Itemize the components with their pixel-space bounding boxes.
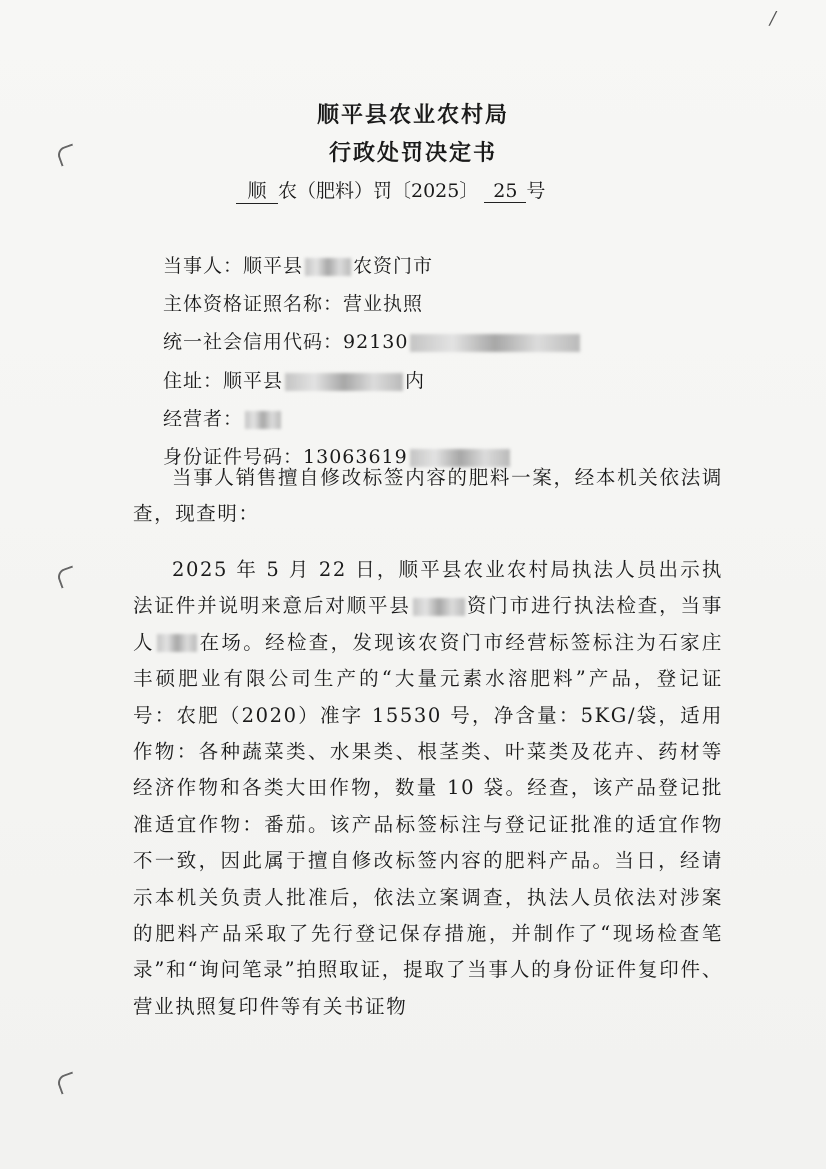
findings-text-start: 2025 年 5 月 22 日，顺平县农业农村局执法人员出示执法证件并说明来意后对顺平县	[133, 558, 723, 618]
license-label: 主体资格证照名称：	[163, 293, 344, 315]
punch-hole-mark	[55, 565, 78, 588]
id-number-label: 身份证件号码：	[163, 446, 304, 468]
paragraph-findings	[133, 552, 723, 1025]
party-value-start: 顺平县	[243, 255, 304, 277]
doc-number-value: 25	[484, 180, 526, 203]
license-value: 营业执照	[343, 293, 424, 315]
redaction-blur	[410, 334, 580, 352]
credit-code-label: 统一社会信用代码：	[163, 331, 344, 353]
redaction-blur	[245, 411, 281, 429]
operator-label: 经营者：	[163, 408, 244, 430]
redaction-blur	[413, 598, 465, 616]
credit-code-value: 92130	[343, 331, 409, 353]
redaction-blur	[305, 258, 351, 276]
findings-text-mid: 资门市进行执法检查，当事人	[133, 594, 723, 654]
paragraph-case-summary: 当事人销售擅自修改标签内容的肥料一案，经本机关依法调查，现查明：	[133, 466, 723, 526]
field-address	[163, 366, 425, 393]
findings-text-end: 在场。经检查，发现该农资门市经营标签标注为石家庄丰硕肥业有限公司生产的“大量元素水溶肥料”产品，登记证号：农肥（2020）准字 15530 号，净含量：5KG/袋，适用作物：各种蔬菜类、水果类、根茎类、叶菜类及花卉、药材等经济作物和各类大田作物，数量 10 袋。经查，该产品登记批准适宜作物：番茄。该产品标签标注与登记证批准的适宜作物不一致，因此属于擅自修改标签内容的肥料产品。当日，经请示本机关负责人批准后，依法立案调查，执法人员依法对涉案的肥料产品采取了先行登记保存措施，并制作了“现场检查笔录”和“询问笔录”拍照取证，提取了当事人的身份证件复印件、营业执照复印件等有关书证物	[133, 630, 723, 1018]
corner-pen-mark: /	[769, 8, 776, 29]
id-number-value: 13063619	[303, 446, 408, 468]
doc-number-prefix: 顺	[236, 176, 278, 204]
party-label: 当事人：	[163, 255, 244, 277]
punch-hole-mark	[55, 1071, 78, 1094]
address-value-end: 内	[405, 370, 426, 392]
party-value-end: 农资门市	[353, 255, 434, 277]
doc-title-type: 行政处罚决定书	[328, 140, 497, 166]
address-label: 住址：	[163, 370, 224, 392]
field-license	[163, 289, 423, 316]
field-operator	[163, 404, 283, 431]
redaction-blur	[157, 634, 197, 652]
redaction-blur	[285, 373, 403, 391]
field-credit-code	[163, 327, 582, 354]
doc-number-suffix: 号	[526, 180, 546, 202]
address-value-start: 顺平县	[223, 370, 284, 392]
doc-number	[236, 176, 545, 204]
field-party	[163, 251, 433, 278]
doc-number-body: 农（肥料）罚〔2025〕	[278, 180, 479, 202]
doc-title-agency: 顺平县农业农村局	[316, 102, 509, 128]
